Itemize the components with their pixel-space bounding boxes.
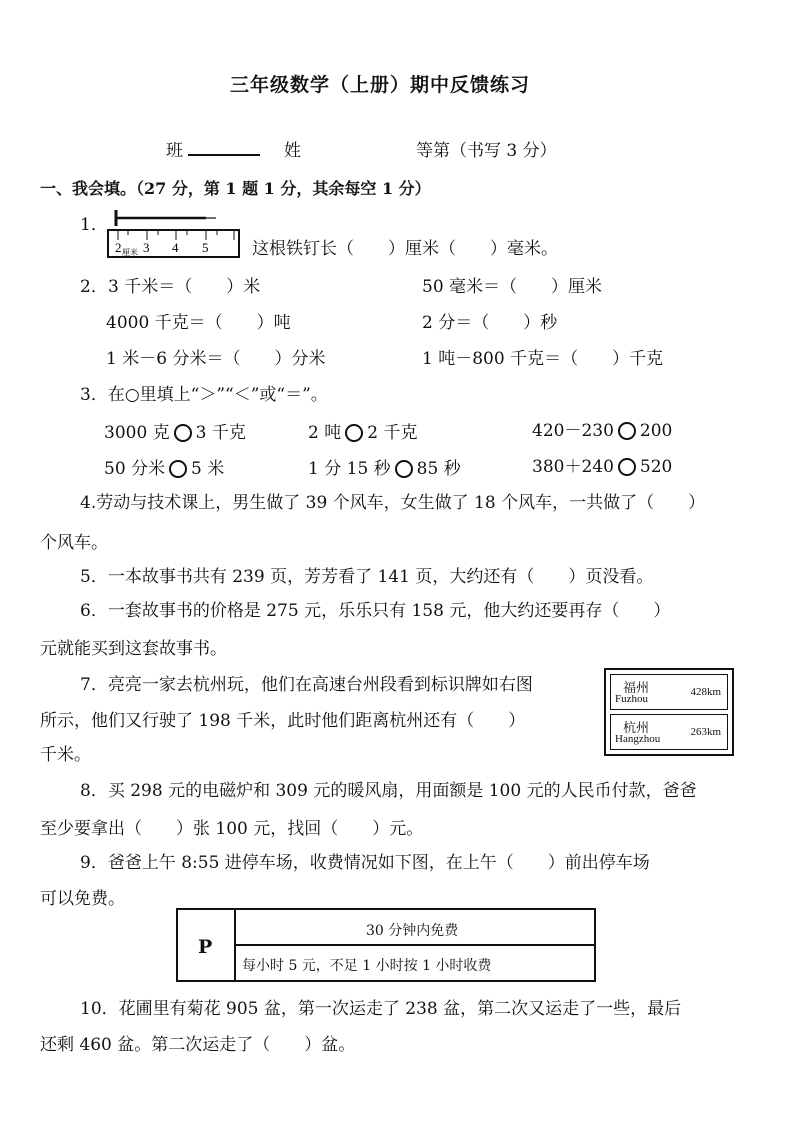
compare-right: 85 秒 [416,459,461,479]
q7-line: 千米。 [40,745,91,765]
compare-item [104,454,224,479]
parking-rule-row [236,946,594,980]
highway-sign [604,668,734,756]
compare-right: 200 [639,421,673,441]
compare-circle[interactable] [618,422,636,440]
compare-left: 420－230 [532,421,614,441]
q6-line: 6．一套故事书的价格是 275 元，乐乐只有 158 元，他大约还要再存（ ） [80,601,671,621]
class-label: 班 [166,141,183,161]
class-blank[interactable] [188,140,260,156]
compare-item [308,418,417,443]
parking-fee-sign [176,908,596,982]
q10-line: 还剩 460 盆。第二次运走了（ ）盆。 [40,1035,356,1055]
compare-right: 3 千克 [195,423,246,443]
q7-line: 所示，他们又行驶了 198 千米，此时他们距离杭州还有（ ） [40,711,526,731]
compare-circle[interactable] [345,424,363,442]
q10-line: 10．花圃里有菊花 905 盆，第一次运走了 238 盆，第二次又运走了一些，最后 [80,999,682,1019]
ruler-tick-label: 3 [143,240,150,255]
q1-number: 1． [80,215,108,235]
compare-left: 50 分米 [104,459,166,479]
class-field [166,136,260,161]
parking-p-icon: P [198,936,213,958]
compare-left: 2 吨 [308,423,342,443]
compare-left: 380＋240 [532,457,614,477]
parking-symbol-cell [178,910,236,980]
page-title: 三年级数学（上册）期中反馈练习 [230,74,531,96]
sign-city-en: Fuzhou [615,693,648,705]
q2-number: 2． [80,277,108,297]
q1-text: 这根铁钉长（ ）厘米（ ）毫米。 [252,239,558,259]
q7-line: 7．亮亮一家去杭州玩，他们在高速台州段看到标识牌如右图 [80,675,533,695]
q2-item: 50 毫米＝（ ）厘米 [422,277,603,297]
ruler-tick-label: 4 [172,240,179,255]
q3-prompt: 3．在○里填上“＞”“＜”或“＝”。 [80,385,328,405]
sign-city-en: Hangzhou [615,733,661,745]
q4-line: 4.劳动与技术课上，男生做了 39 个风车，女生做了 18 个风车，一共做了（ ） [80,493,706,513]
compare-item [532,416,672,441]
sign-city-cn: 杭州 [623,721,650,736]
ruler-nail-diagram [106,208,241,260]
grade-label: 等第（书写 3 分） [416,141,557,161]
compare-item [308,454,461,479]
compare-circle[interactable] [174,424,192,442]
parking-free-rule: 30 分钟内免费 [366,923,459,939]
q5-line: 5．一本故事书共有 239 页，芳芳看了 141 页，大约还有（ ）页没看。 [80,567,654,587]
q2-item: 4000 千克＝（ ）吨 [106,313,291,333]
sign-distance: 263km [690,726,721,738]
compare-item [532,452,672,477]
ruler-tick-label: 2 [115,240,122,255]
q8-line: 至少要拿出（ ）张 100 元，找回（ ）元。 [40,819,424,839]
q2-item: 3 千米＝（ ）米 [108,277,261,297]
name-label: 姓 [284,141,301,161]
compare-left: 1 分 15 秒 [308,459,391,479]
section-heading: 一、我会填。（27 分，第 1 题 1 分，其余每空 1 分） [40,179,431,198]
ruler-tick-label: 5 [202,240,209,255]
q4-line: 个风车。 [40,533,108,553]
q9-line: 可以免费。 [40,889,125,909]
q8-line: 8．买 298 元的电磁炉和 309 元的暖风扇，用面额是 100 元的人民币付款，爸爸 [80,781,697,801]
compare-right: 2 千克 [367,423,418,443]
parking-rule-row [236,910,594,946]
compare-item [104,418,246,443]
ruler-ticks [118,230,234,240]
sign-row-fuzhou [610,674,728,710]
compare-circle[interactable] [169,460,187,478]
q2-item: 2 分＝（ ）秒 [422,313,558,333]
compare-right: 5 米 [191,459,225,479]
ruler-unit-label: 厘米 [122,248,138,257]
compare-circle[interactable] [618,458,636,476]
q2-item: 1 米－6 分米＝（ ）分米 [106,349,326,369]
sign-distance: 428km [690,686,721,698]
parking-fee-rule: 每小时 5 元，不足 1 小时按 1 小时收费 [242,958,492,974]
compare-right: 520 [639,457,673,477]
sign-row-hangzhou [610,714,728,750]
q2-item: 1 吨－800 千克＝（ ）千克 [422,349,664,369]
q6-line: 元就能买到这套故事书。 [40,639,227,659]
compare-left: 3000 克 [104,423,170,443]
sign-city-cn: 福州 [623,681,650,696]
compare-circle[interactable] [395,460,413,478]
q9-line: 9．爸爸上午 8:55 进停车场，收费情况如下图，在上午（ ）前出停车场 [80,853,650,873]
